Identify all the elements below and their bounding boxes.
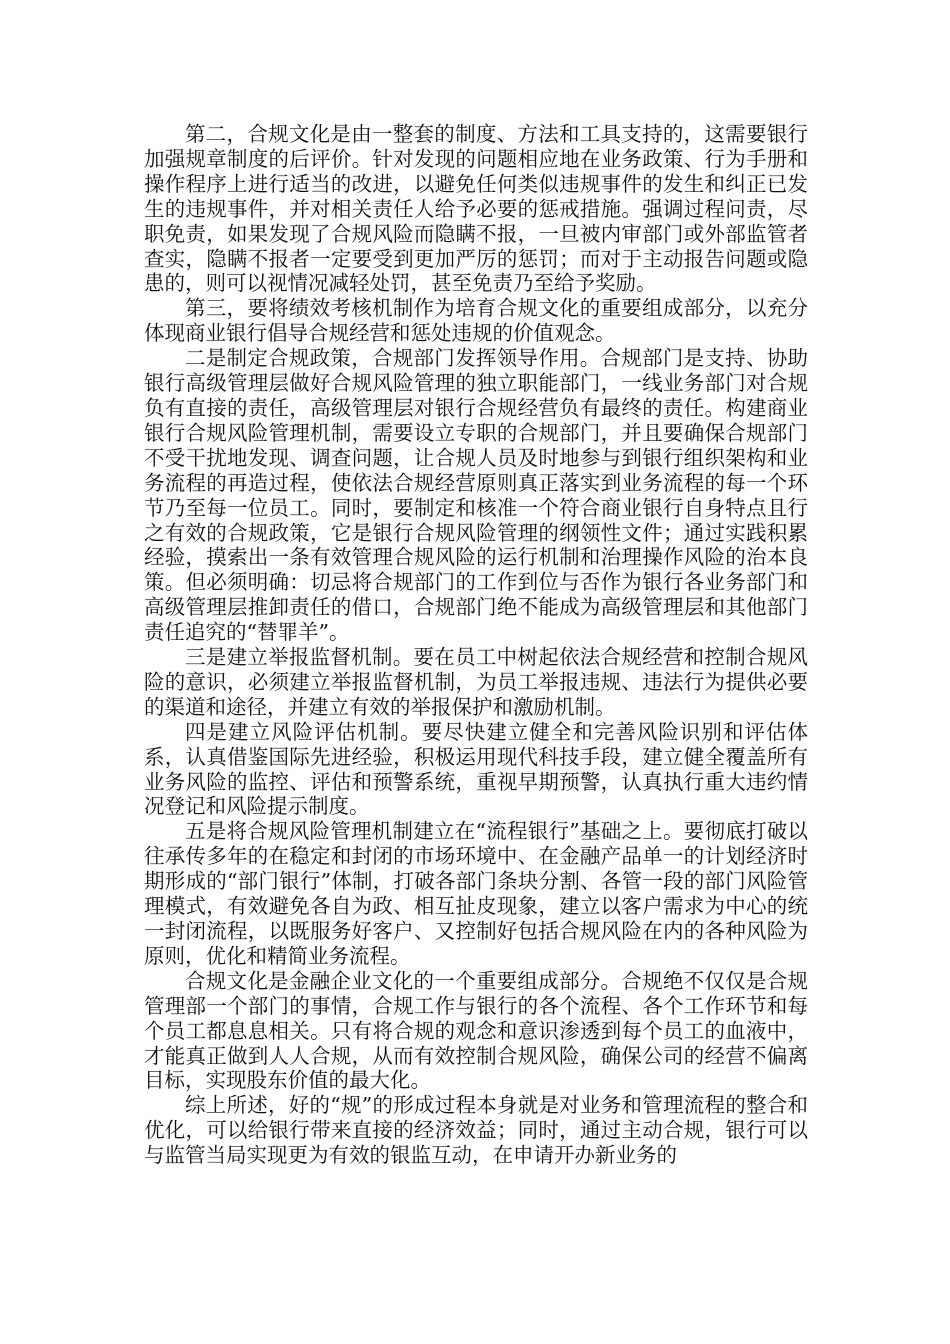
paragraph-summary: 综上所述，好的“规”的形成过程本身就是对业务和管理流程的整合和优化，可以给银行带来直接的经济效益；同时，通过主动合规，银行可以与监管当局实现更为有效的银监互动，在申请开办新业务的 bbox=[144, 1093, 808, 1168]
paragraph-compliance-culture: 合规文化是金融企业文化的一个重要组成部分。合规绝不仅仅是合规管理部一个部门的事情，合规工作与银行的各个流程、各个工作环节和每个员工都息息相关。只有将合规的观念和意识渗透到每个员工的血液中，才能真正做到人人合规，从而有效控制合规风险，确保公司的经营不偏离目标，实现股东价值的最大化。 bbox=[144, 968, 808, 1093]
paragraph-risk-assessment: 四是建立风险评估机制。要尽快建立健全和完善风险识别和评估体系，认真借鉴国际先进经验，积极运用现代科技手段，建立健全覆盖所有业务风险的监控、评估和预警系统，重视早期预警，认真执行重大违约情况登记和风险提示制度。 bbox=[144, 719, 808, 819]
paragraph-reporting-mechanism: 三是建立举报监督机制。要在员工中树起依法合规经营和控制合规风险的意识，必须建立举报监督机制，为员工举报违规、违法行为提供必要的渠道和途径，并建立有效的举报保护和激励机制。 bbox=[144, 645, 808, 719]
paragraph-compliance-policy: 二是制定合规政策，合规部门发挥领导作用。合规部门是支持、协助银行高级管理层做好合规风险管理的独立职能部门，一线业务部门对合规负有直接的责任，高级管理层对银行合规经营负有最终的责任。构建商业银行合规风险管理机制，需要设立专职的合规部门，并且要确保合规部门不受干扰地发现、调查问题，让合规人员及时地参与到银行组织架构和业务流程的再造过程，使依法合规经营原则真正落实到业务流程的每一个环节乃至每一位员工。同时，要制定和核准一个符合商业银行自身特点且行之有效的合规政策，它是银行合规风险管理的纲领性文件；通过实践积累经验，摸索出一条有效管理合规风险的运行机制和治理操作风险的治本良策。但必须明确：切忌将合规部门的工作到位与否作为银行各业务部门和高级管理层推卸责任的借口，合规部门绝不能成为高级管理层和其他部门责任追究的“替罪羊”。 bbox=[144, 346, 808, 645]
paragraph-process-bank: 五是将合规风险管理机制建立在“流程银行”基础之上。要彻底打破以往承传多年的在稳定和封闭的市场环境中、在金融产品单一的计划经济时期形成的“部门银行”体制，打破各部门条块分割、各管一段的部门风险管理模式，有效避免各自为政、相互扯皮现象，建立以客户需求为中心的统一封闭流程，以既服务好客户、又控制好包括合规风险在内的各种风险为原则，优化和精简业务流程。 bbox=[144, 819, 808, 968]
document-body bbox=[144, 122, 808, 1168]
paragraph-second-culture: 第二，合规文化是由一整套的制度、方法和工具支持的，这需要银行加强规章制度的后评价。针对发现的问题相应地在业务政策、行为手册和操作程序上进行适当的改进，以避免任何类似违规事件的发生和纠正已发生的违规事件，并对相关责任人给予必要的惩戒措施。强调过程问责，尽职免责，如果发现了合规风险而隐瞒不报，一旦被内审部门或外部监管者查实，隐瞒不报者一定要受到更加严厉的惩罚；而对于主动报告问题或隐患的，则可以视情况减轻处罚，甚至免责乃至给予奖励。 bbox=[144, 122, 808, 296]
paragraph-third-performance: 第三，要将绩效考核机制作为培育合规文化的重要组成部分，以充分体现商业银行倡导合规经营和惩处违规的价值观念。 bbox=[144, 296, 808, 346]
